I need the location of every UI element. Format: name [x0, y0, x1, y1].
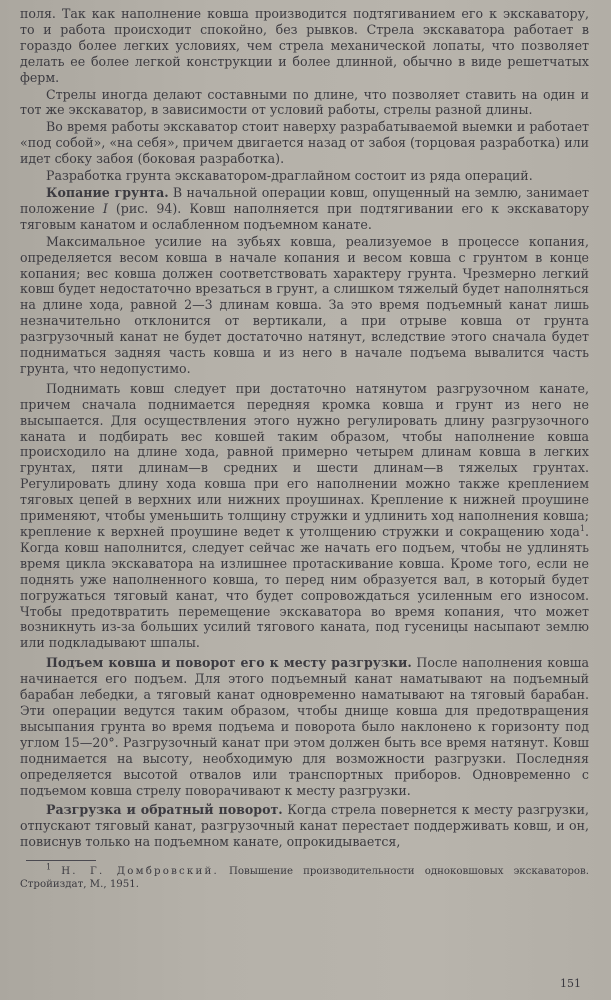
digging-text: В начальной операции ковш, опущенный на землю, занимает положение — [20, 184, 589, 216]
section-heading-unloading: Разгрузка и обратный поворот. — [46, 802, 283, 818]
page-number: 151 — [560, 977, 581, 990]
footnote-text: Повышение производительности одноковшовых экскаваторов. Стройиздат, М., 1951. — [20, 866, 590, 891]
paragraph: Стрелы иногда делают составными по длине, что позволяет ставить на один и тот же экскаватор, в зависимости от условий работы, стрелы разной длины. — [20, 86, 589, 118]
main-text — [20, 6, 589, 850]
position-mark: I — [102, 200, 108, 216]
footnote-ref: 1 — [579, 523, 585, 533]
digging-text-cont: (рис. 94). Ковш наполняется при подтягивании его к экскаватору тяговым канатом и ослабленном подъемном канате. — [20, 200, 589, 232]
lifting-paragraph — [20, 655, 589, 798]
footnote-author: Н. Г. Домбровский. — [61, 866, 219, 878]
section-heading-digging: Копание грунта. — [46, 184, 169, 200]
paragraph: Во время работы экскаватор стоит наверху разрабатываемой выемки и работает «под собой», «на себя», причем двигается назад от забоя (торцовая разработка) или идет сбоку забоя (боковая разработка). — [20, 119, 589, 167]
unloading-text: Когда стрела повернется к месту разгрузки, отпускают тяговый канат, разгрузочный канат перестает поддерживать ковш, и он, повиснув только на подъемном канате, опрокидывается, — [20, 802, 589, 850]
paragraph: Разработка грунта экскаватором-драглайном состоит из ряда операций. — [46, 168, 533, 184]
unloading-paragraph — [20, 802, 589, 850]
paragraph: Максимальное усилие на зубьях ковша, реализуемое в процессе копания, определяется весом ковша в начале копания и весом ковша с грунтом в конце копания; вес ковша должен соответствовать характеру грунта. Чрезмерно легкий ковш будет недостаточно врезаться в грунт, а слишком тяжелый будет наполняться на длине хода, равной 2—3 длинам ковша. За это время подъемный канат лишь незначительно отклонится от вертикали, а при отрыве ковша от грунта разгрузочный канат не будет достаточно натянут, вследствие этого сначала будет подниматься задняя часть ковша и из него в начале подъема вывалится часть грунта, что недопустимо. — [20, 233, 589, 376]
lifting-rope-text-cont: . Когда ковш наполнится, следует сейчас же начать его подъем, чтобы не удлинять время цикла экскаватора на излишнее протаскивание ковша. Кроме того, если не поднять уже наполненного ковша, то перед ним образуется вал, в который будет погружаться тяговый канат, что будет сопровождаться усиленным его износом. Чтобы предотвратить перемещение экскаватора во время копания, что может возникнуть из-за больших усилий тягового каната, под гусеницы насыпают землю или подкладывают шпалы. — [20, 524, 589, 651]
paragraph: поля. Так как наполнение ковша производится подтягиванием его к экскаватору, то и работа происходит спокойно, без рывков. Стрела экскаватора работает в гораздо более легких условиях, чем стрела механической лопаты, что позволяет делать ее более легкой конструкции и более длинной, обычно в виде решетчатых ферм. — [20, 6, 589, 85]
lifting-rope-paragraph — [20, 381, 589, 651]
lifting-rope-text: Поднимать ковш следует при достаточно натянутом разгрузочном канате, причем сначала поднимается передняя кромка ковша и грунт из него не высыпается. Для осуществления этого нужно регулировать длину разгрузочного каната и подбирать вес ковшей таким образом, чтобы наполнение ковша происходило на длине хода, равной примерно четырем длинам ковша в легких грунтах, пяти длинам—в средних и шести длинам—в тяжелых грунтах. Регулировать длину хода ковша при его наполнении можно также креплением тяговых цепей в верхних или нижних проушинах. Крепление к нижней проушине применяют, чтобы уменьшить толщину стружки и удлинить ход наполнения ковша; крепление к верхней проушине ведет к утолщению стружки и сокращению хода — [20, 380, 589, 539]
footnote-number: 1 — [46, 862, 52, 872]
footnote-divider — [26, 860, 96, 861]
lifting-text: После наполнения ковша начинается его подъем. Для этого подъемный канат наматывают на подъемный барабан лебедки, а тяговый канат одновременно наматывают на тяговый барабан. Эти операции ведутся таким образом, чтобы днище ковша для предотвращения высыпания грунта во время подъема и поворота было наклонено к горизонту под углом 15—20°. Разгрузочный канат при этом должен быть все время натянут. Ковш поднимается на высоту, необходимую для возможности разгрузки. Последняя определяется высотой отвалов или транспортных приборов. Одновременно с подъемом ковша стрелу поворачивают к месту разгрузки. — [20, 655, 589, 798]
footnote — [20, 862, 590, 891]
digging-paragraph — [20, 185, 589, 233]
section-heading-lifting: Подъем ковша и поворот его к месту разгрузки. — [46, 655, 412, 671]
